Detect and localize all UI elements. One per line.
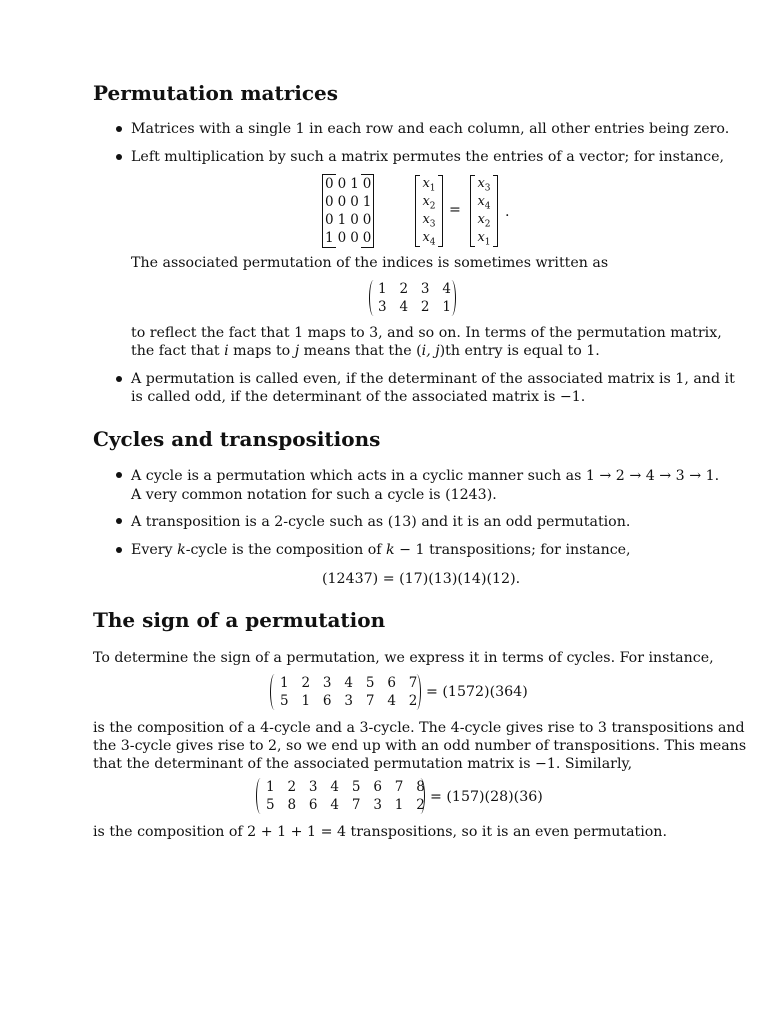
paragraph: To determine the sign of a permutation, we express it in terms of cycles. For instance, bbox=[93, 650, 714, 666]
math-var: k bbox=[386, 542, 395, 558]
bullet bbox=[116, 154, 122, 160]
math-var: i bbox=[224, 343, 229, 359]
bullet bbox=[116, 518, 122, 524]
paren-left bbox=[256, 778, 265, 814]
matrix-cell: 0 bbox=[350, 212, 359, 228]
bullet-text: A very common notation for such a cycle is (1243). bbox=[131, 487, 497, 503]
perm-bottom-row: 5 1 6 3 7 4 2 bbox=[280, 693, 418, 709]
matrix-cell: 0 bbox=[350, 230, 359, 247]
matrix-cell: 1 bbox=[337, 212, 347, 228]
vector-entry: $x_2$ bbox=[477, 212, 491, 230]
vector-entry: $x_4$ bbox=[477, 194, 491, 212]
perm-top-row: 1 2 3 4 5 6 7 8 bbox=[266, 779, 425, 795]
bracket-right bbox=[438, 175, 443, 247]
vector-entry: $x_3$ bbox=[477, 176, 491, 194]
paragraph: to reflect the fact that 1 maps to 3, and so on. In terms of the permutation matrix, bbox=[131, 325, 722, 341]
bullet bbox=[116, 547, 122, 553]
section-heading-permutation-matrices: Permutation matrices bbox=[93, 81, 338, 105]
paren-right bbox=[416, 778, 425, 814]
section-heading-sign: The sign of a permutation bbox=[93, 608, 386, 632]
matrix-cell: 1 bbox=[323, 229, 336, 248]
matrix-cell: 0 bbox=[337, 176, 347, 192]
paragraph: is the composition of a 4-cycle and a 3-cycle. The 4-cycle gives rise to 3 transpositions and bbox=[93, 720, 745, 736]
bullet bbox=[116, 472, 122, 478]
vector-input bbox=[419, 175, 439, 247]
period: . bbox=[505, 204, 510, 220]
cycle-decomposition: = (157)(28)(36) bbox=[430, 789, 543, 805]
paren-left bbox=[369, 280, 378, 316]
matrix-cell: 0 bbox=[323, 211, 336, 229]
text: the fact that bbox=[131, 343, 225, 359]
vector-entry: $x_2$ bbox=[422, 194, 436, 212]
text: -cycle is the composition of bbox=[185, 542, 387, 558]
bullet-text: is called odd, if the determinant of the associated matrix is −1. bbox=[131, 389, 586, 405]
bullet bbox=[116, 376, 122, 382]
bullet-text: A transposition is a 2-cycle such as (13) and it is an odd permutation. bbox=[131, 514, 631, 530]
vector-output bbox=[474, 175, 494, 247]
paragraph bbox=[131, 342, 600, 360]
matrix-cell: 0 bbox=[337, 194, 347, 210]
paragraph: the 3-cycle gives rise to 2, so we end up with an odd number of transpositions. This means bbox=[93, 738, 747, 754]
math-var: k bbox=[177, 542, 186, 558]
math-var: j bbox=[294, 343, 300, 359]
math-var: i, j bbox=[421, 343, 440, 359]
cycle-decomposition: = (1572)(364) bbox=[426, 684, 528, 700]
matrix-cell: 0 bbox=[361, 211, 374, 229]
paragraph: that the determinant of the associated permutation matrix is −1. Similarly, bbox=[93, 756, 633, 772]
bullet bbox=[116, 126, 122, 132]
text: )th entry is equal to 1. bbox=[439, 343, 600, 359]
paren-left bbox=[270, 674, 279, 710]
paragraph: is the composition of 2 + 1 + 1 = 4 transpositions, so it is an even permutation. bbox=[93, 824, 667, 840]
vector-entry: $x_1$ bbox=[477, 230, 491, 248]
matrix-cell: 0 bbox=[323, 175, 336, 194]
vector-entry: $x_3$ bbox=[422, 212, 436, 230]
equals-sign: = bbox=[449, 202, 461, 218]
section-heading-cycles: Cycles and transpositions bbox=[93, 427, 381, 451]
perm-bottom-row: 3 4 2 1 bbox=[378, 299, 451, 315]
matrix-cell: 0 bbox=[361, 229, 374, 248]
matrix-cell: 0 bbox=[323, 193, 336, 211]
perm-top-row: 1 2 3 4 5 6 7 bbox=[280, 675, 418, 691]
matrix-cell: 0 bbox=[361, 175, 374, 194]
text: − 1 transpositions; for instance, bbox=[394, 542, 631, 558]
formula: (12437) = (17)(13)(14)(12). bbox=[322, 571, 521, 587]
bullet-text bbox=[131, 541, 631, 559]
bullet-text: Left multiplication by such a matrix permutes the entries of a vector; for instance, bbox=[131, 149, 725, 165]
perm-top-row: 1 2 3 4 bbox=[378, 281, 451, 297]
matrix-cell: 1 bbox=[361, 193, 374, 211]
bullet-text: Matrices with a single 1 in each row and each column, all other entries being zero. bbox=[131, 121, 730, 137]
vector-entry: $x_4$ bbox=[422, 230, 436, 248]
perm-bottom-row: 5 8 6 4 7 3 1 2 bbox=[266, 797, 425, 813]
bullet-text: A permutation is called even, if the determinant of the associated matrix is 1, and it bbox=[131, 371, 735, 387]
matrix-cell: 0 bbox=[337, 230, 347, 247]
bullet-text: A cycle is a permutation which acts in a cyclic manner such as 1 → 2 → 4 → 3 → 1. bbox=[131, 468, 720, 484]
matrix-cell: 1 bbox=[350, 175, 359, 192]
text: means that the ( bbox=[299, 343, 422, 359]
paragraph: The associated permutation of the indices is sometimes written as bbox=[131, 255, 609, 271]
text: Every bbox=[131, 542, 178, 558]
vector-entry: $x_1$ bbox=[422, 176, 436, 194]
paren-right bbox=[412, 674, 421, 710]
matrix-cell: 0 bbox=[350, 194, 359, 210]
text: maps to bbox=[228, 343, 295, 359]
paren-right bbox=[447, 280, 456, 316]
permutation-matrix bbox=[322, 174, 374, 248]
bracket-right bbox=[493, 175, 498, 247]
